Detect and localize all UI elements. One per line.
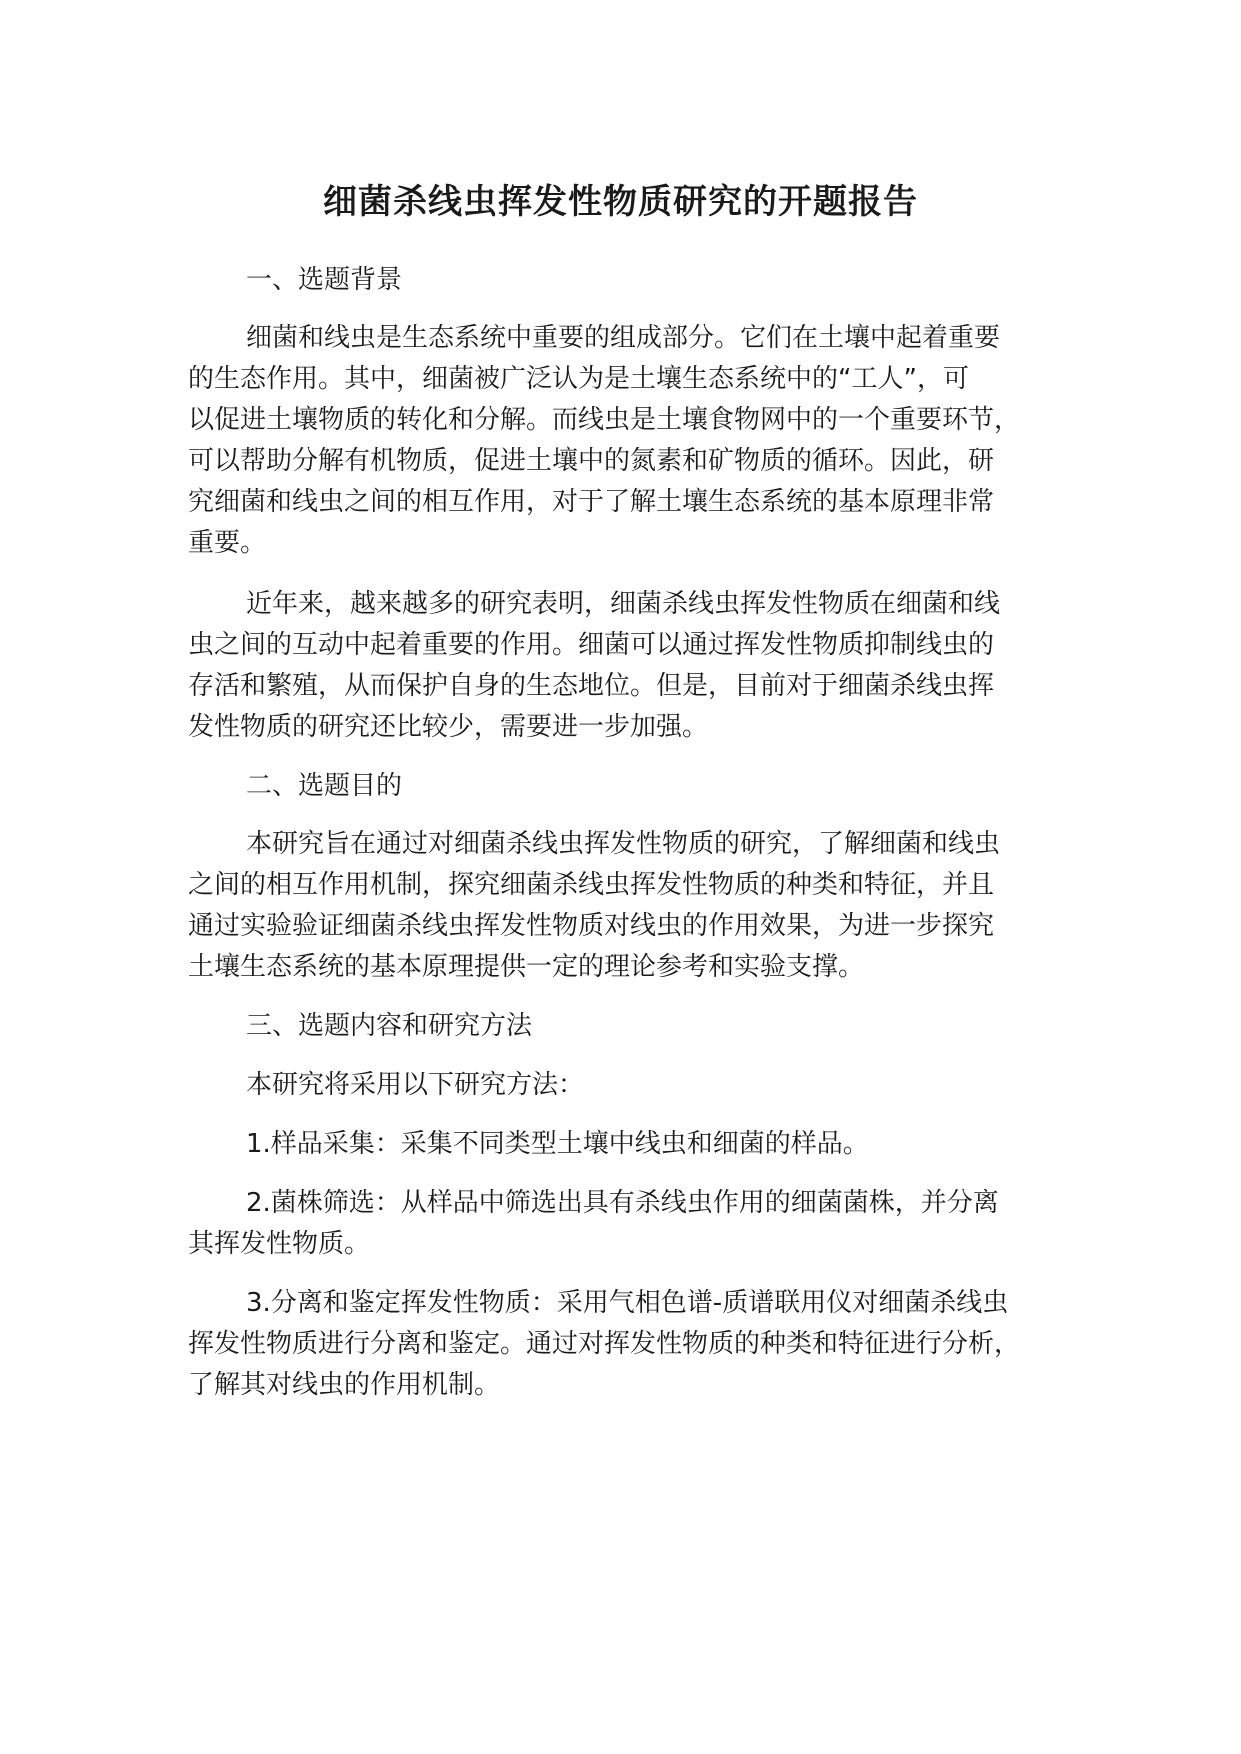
paragraph-line: 究细菌和线虫之间的相互作用，对于了解土壤生态系统的基本原理非常 bbox=[188, 487, 995, 517]
paragraph-line: 存活和繁殖，从而保护自身的生态地位。但是，目前对于细菌杀线虫挥 bbox=[188, 671, 995, 701]
paragraph-line: 虫之间的互动中起着重要的作用。细菌可以通过挥发性物质抑制线虫的 bbox=[188, 630, 995, 660]
paragraph-line: 土壤生态系统的基本原理提供一定的理论参考和实验支撑。 bbox=[188, 952, 865, 982]
section-heading: 一、选题背景 bbox=[246, 265, 403, 295]
method-item bbox=[188, 1124, 1088, 1165]
section-heading: 三、选题内容和研究方法 bbox=[246, 1011, 533, 1041]
paragraph-line: 1.样品采集：采集不同类型土壤中线虫和细菌的样品。 bbox=[246, 1129, 869, 1159]
paragraph-line: 重要。 bbox=[188, 528, 267, 558]
paragraph-line: 挥发性物质进行分离和鉴定。通过对挥发性物质的种类和特征进行分析， bbox=[188, 1329, 1021, 1359]
paragraph bbox=[188, 318, 1088, 564]
paragraph-line: 本研究将采用以下研究方法： bbox=[246, 1070, 585, 1100]
paragraph-line: 的生态作用。其中，细菌被广泛认为是土壤生态系统中的“工人”，可 bbox=[188, 364, 969, 394]
section-heading-purpose bbox=[188, 766, 1088, 807]
paragraph bbox=[188, 824, 1088, 988]
paragraph-line: 了解其对线虫的作用机制。 bbox=[188, 1370, 501, 1400]
section-heading-content-methods bbox=[188, 1006, 1088, 1047]
section-heading-background bbox=[188, 260, 1088, 301]
paragraph-line: 近年来，越来越多的研究表明，细菌杀线虫挥发性物质在细菌和线 bbox=[246, 589, 1001, 619]
section-heading: 二、选题目的 bbox=[246, 771, 403, 801]
paragraph-line: 通过实验验证细菌杀线虫挥发性物质对线虫的作用效果，为进一步探究 bbox=[188, 911, 995, 941]
method-item bbox=[188, 1283, 1088, 1406]
paragraph-line: 之间的相互作用机制，探究细菌杀线虫挥发性物质的种类和特征，并且 bbox=[188, 870, 995, 900]
paragraph-line: 发性物质的研究还比较少，需要进一步加强。 bbox=[188, 712, 709, 742]
paragraph bbox=[188, 584, 1088, 748]
paragraph-line: 3.分离和鉴定挥发性物质：采用气相色谱-质谱联用仪对细菌杀线虫 bbox=[246, 1288, 1009, 1318]
paragraph bbox=[188, 1065, 1088, 1106]
method-item bbox=[188, 1183, 1088, 1265]
paragraph-line: 其挥发性物质。 bbox=[188, 1229, 371, 1259]
paragraph-line: 以促进土壤物质的转化和分解。而线虫是土壤食物网中的一个重要环节， bbox=[188, 405, 1021, 435]
document-title: 细菌杀线虫挥发性物质研究的开题报告 bbox=[323, 182, 918, 222]
paragraph-line: 本研究旨在通过对细菌杀线虫挥发性物质的研究，了解细菌和线虫 bbox=[246, 829, 1001, 859]
paragraph-line: 细菌和线虫是生态系统中重要的组成部分。它们在土壤中起着重要 bbox=[246, 323, 1001, 353]
paragraph-line: 可以帮助分解有机物质，促进土壤中的氮素和矿物质的循环。因此，研 bbox=[188, 446, 995, 476]
paragraph-line: 2.菌株筛选：从样品中筛选出具有杀线虫作用的细菌菌株，并分离 bbox=[246, 1188, 999, 1218]
